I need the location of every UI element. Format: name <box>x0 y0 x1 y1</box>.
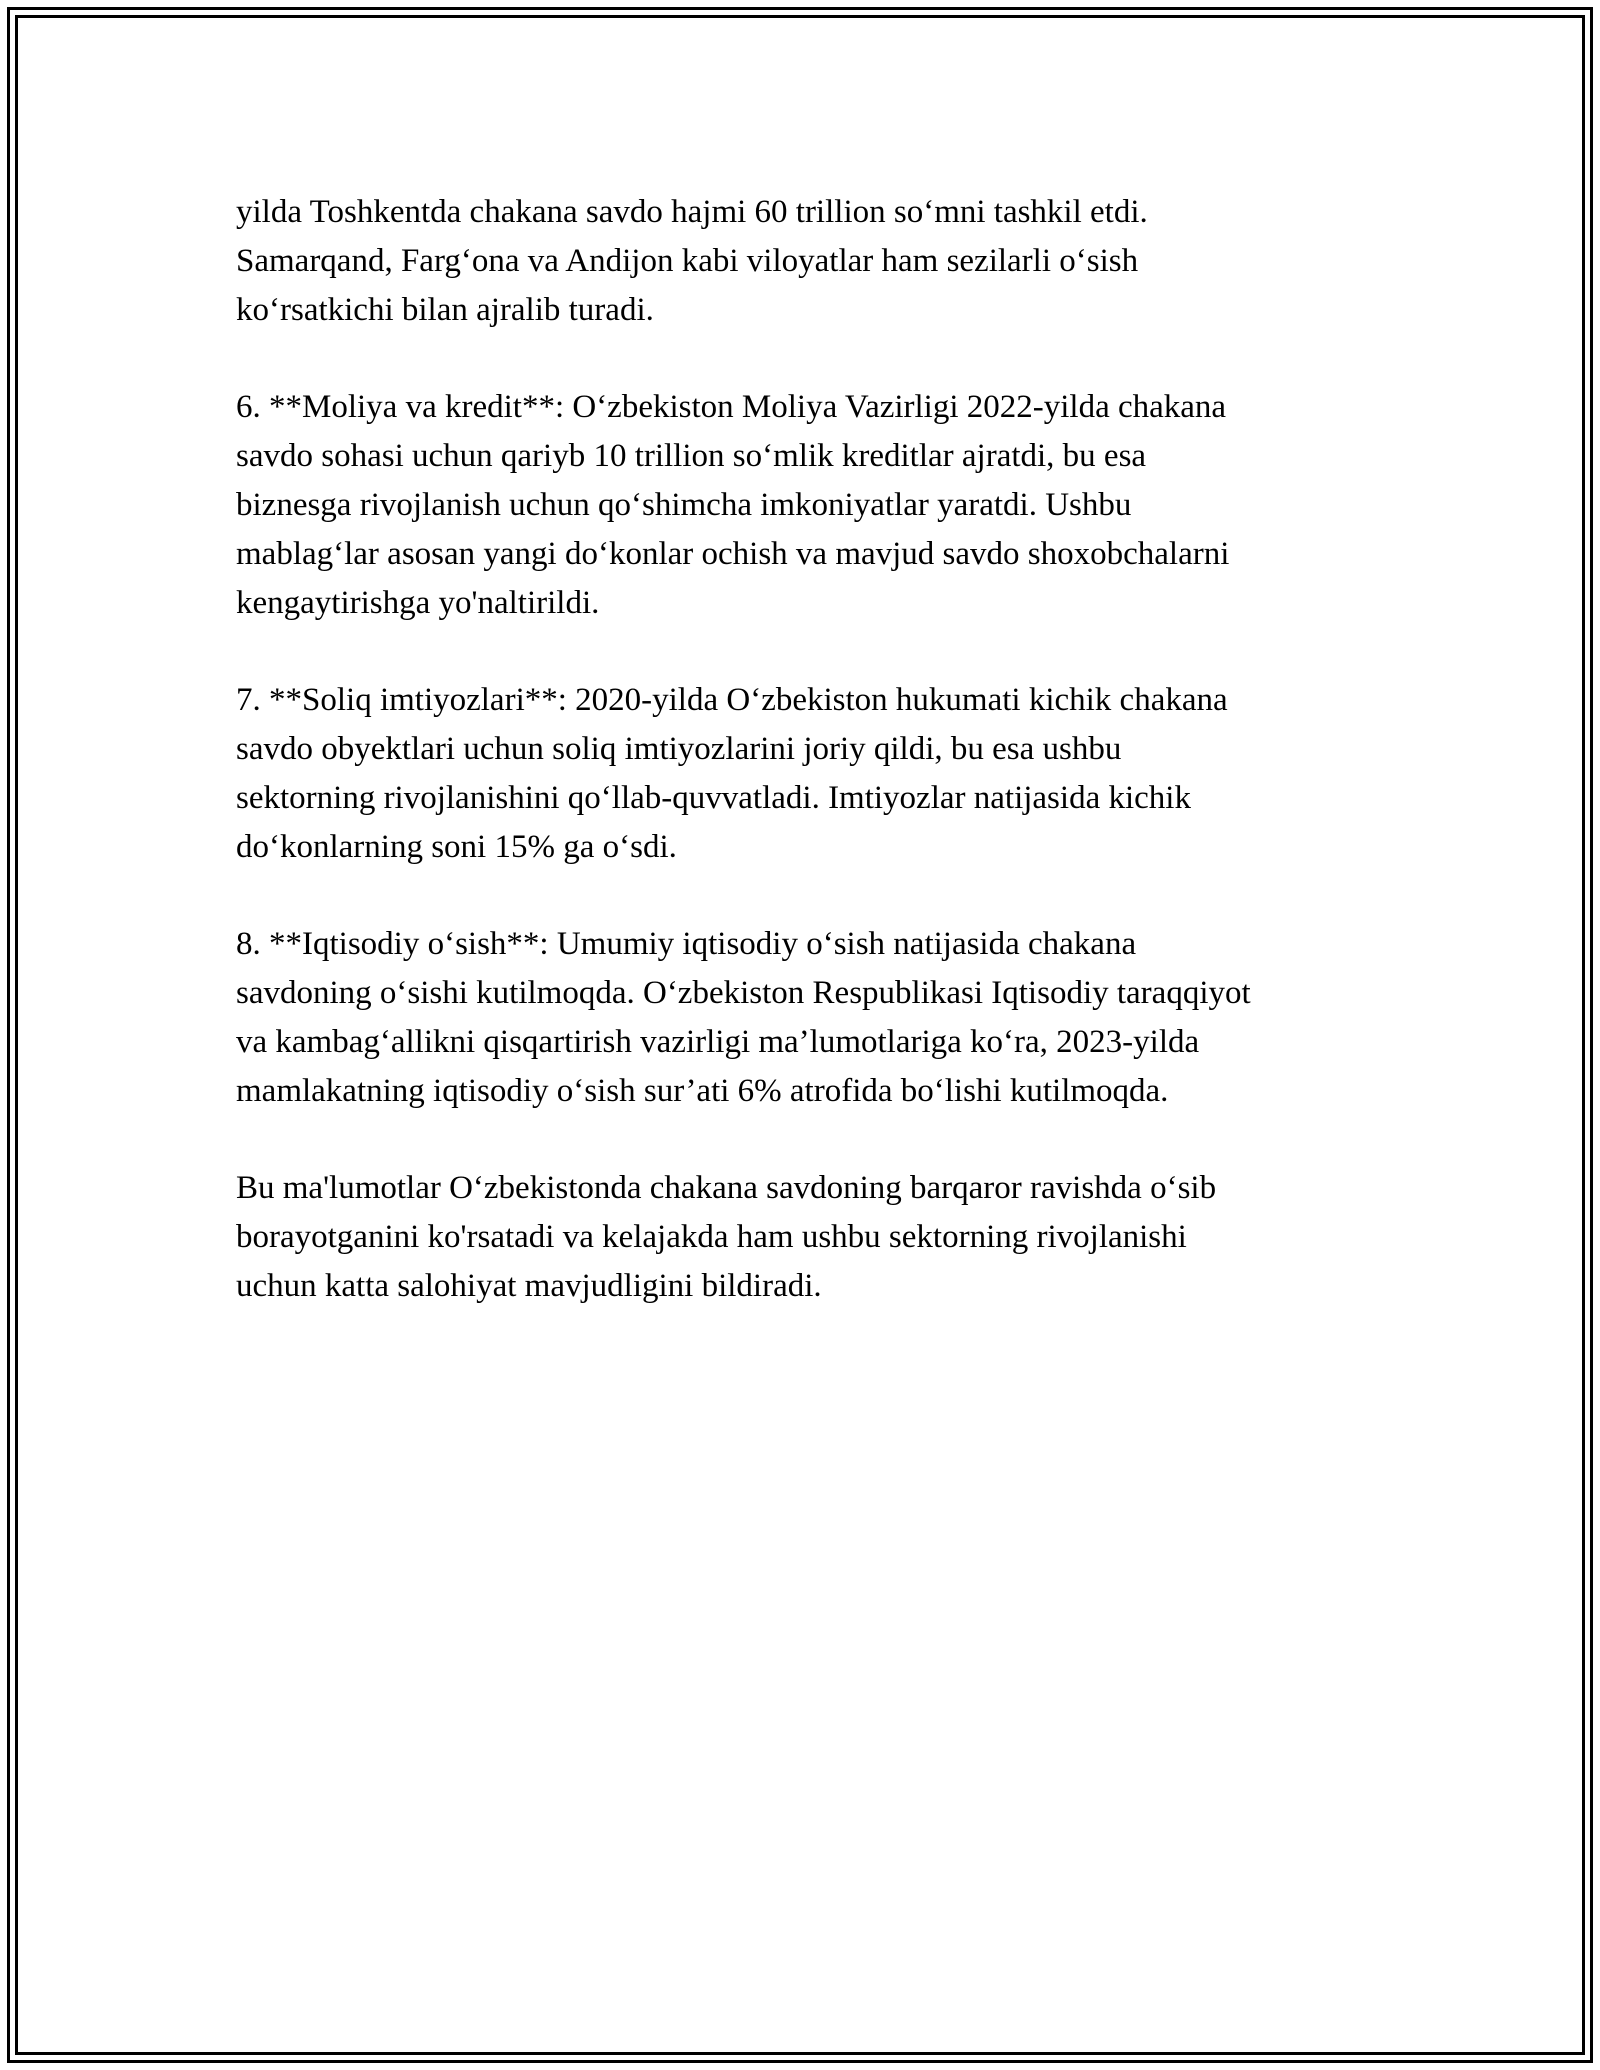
paragraph-tax-benefits: 7. **Soliq imtiyozlari**: 2020-yilda O‘zbekiston hukumati kichik chakana savdo obyektlari uchun soliq imtiyozlarini joriy qildi, bu esa ushbu sektorning rivojlanishini qo‘llab-quvvatladi. Imtiyozlar natijasida kichik do‘konlarning soni 15% ga o‘sdi. <box>236 682 1228 865</box>
paragraph-finance-credit: 6. **Moliya va kredit**: O‘zbekiston Moliya Vazirligi 2022-yilda chakana savdo sohasi uchun qariyb 10 trillion so‘mlik kreditlar ajratdi, bu esa biznesga rivojlanish uchun qo‘shimcha imkoniyatlar yaratdi. Ushbu mablag‘lar asosan yangi do‘konlar ochish va mavjud savdo shoxobchalarni kengaytirishga yo'naltirildi. <box>236 389 1230 621</box>
paragraph-conclusion: Bu ma'lumotlar O‘zbekistonda chakana savdoning barqaror ravishda o‘sib borayotganini ko'rsatadi va kelajakda ham ushbu sektorning rivojlanishi uchun katta salohiyat mavjudligini bildiradi. <box>236 1170 1217 1304</box>
paragraph-retail-volume: yilda Toshkentda chakana savdo hajmi 60 trillion so‘mni tashkil etdi. Samarqand, Farg‘ona va Andijon kabi viloyatlar ham sezilarli o‘sish ko‘rsatkichi bilan ajralib turadi. <box>236 194 1148 328</box>
paragraph-economic-growth: 8. **Iqtisodiy o‘sish**: Umumiy iqtisodiy o‘sish natijasida chakana savdoning o‘sishi kutilmoqda. O‘zbekiston Respublikasi Iqtisodiy taraqqiyot va kambag‘allikni qisqartirish vazirligi ma’lumotlariga ko‘ra, 2023-yilda mamlakatning iqtisodiy o‘sish sur’ati 6% atrofida bo‘lishi kutilmoqda. <box>236 926 1251 1109</box>
document-body <box>236 188 1386 1359</box>
